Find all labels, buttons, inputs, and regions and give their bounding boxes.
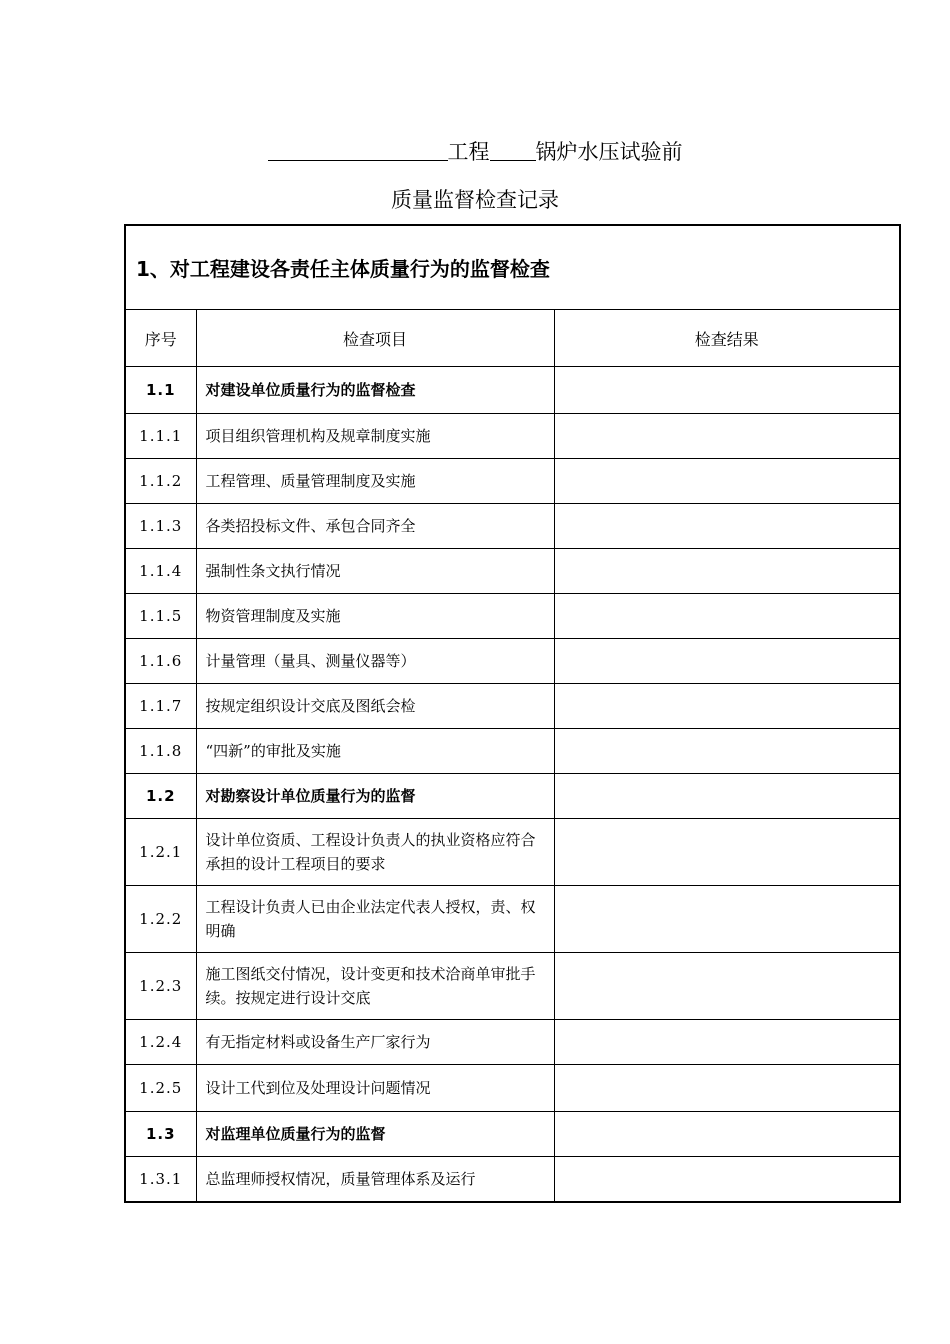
row-number: 1.1.6 [125,639,196,684]
table-row [125,1112,900,1157]
column-header-item: 检查项目 [196,310,554,367]
row-item: 有无指定材料或设备生产厂家行为 [196,1020,554,1065]
row-result[interactable] [554,1157,900,1203]
table-row [125,549,900,594]
table-row [125,367,900,414]
row-item: 对勘察设计单位质量行为的监督 [196,774,554,819]
row-result[interactable] [554,729,900,774]
row-result[interactable] [554,639,900,684]
document-subtitle: 质量监督检查记录 [391,188,559,212]
row-number: 1.3 [125,1112,196,1157]
row-number: 1.1.4 [125,549,196,594]
inspection-table [124,224,901,1203]
row-item: 工程管理、质量管理制度及实施 [196,459,554,504]
table-row [125,1157,900,1203]
unit-number-blank [490,138,536,161]
column-header-number: 序号 [125,310,196,367]
row-number: 1.2.3 [125,953,196,1020]
document-title [0,138,950,166]
row-item: 工程设计负责人已由企业法定代表人授权，责、权明确 [196,886,554,953]
table-row [125,729,900,774]
row-number: 1.2.5 [125,1065,196,1112]
row-number: 1.3.1 [125,1157,196,1203]
row-result[interactable] [554,504,900,549]
row-number: 1.2 [125,774,196,819]
row-number: 1.1.8 [125,729,196,774]
row-item: 施工图纸交付情况，设计变更和技术洽商单审批手续。按规定进行设计交底 [196,953,554,1020]
row-number: 1.2.4 [125,1020,196,1065]
table-row [125,504,900,549]
row-item: “四新”的审批及实施 [196,729,554,774]
row-result[interactable] [554,414,900,459]
table-row [125,953,900,1020]
row-item: 计量管理（量具、测量仪器等） [196,639,554,684]
row-item: 设计工代到位及处理设计问题情况 [196,1065,554,1112]
title-part2: 锅炉水压试验前 [535,140,683,164]
table-row [125,684,900,729]
section-title: 1、对工程建设各责任主体质量行为的监督检查 [125,225,900,310]
table-row [125,639,900,684]
row-number: 1.2.1 [125,819,196,886]
row-result[interactable] [554,819,900,886]
row-result[interactable] [554,1065,900,1112]
title-part1: 工程 [447,140,490,164]
table-row [125,459,900,504]
row-item: 按规定组织设计交底及图纸会检 [196,684,554,729]
table-row [125,1020,900,1065]
row-result[interactable] [554,886,900,953]
row-result[interactable] [554,684,900,729]
row-number: 1.1.1 [125,414,196,459]
row-item: 对监理单位质量行为的监督 [196,1112,554,1157]
table-row [125,594,900,639]
row-result[interactable] [554,367,900,414]
row-item: 对建设单位质量行为的监督检查 [196,367,554,414]
row-number: 1.1 [125,367,196,414]
row-item: 强制性条文执行情况 [196,549,554,594]
row-item: 物资管理制度及实施 [196,594,554,639]
header-row [125,310,900,367]
row-result[interactable] [554,549,900,594]
column-header-result: 检查结果 [554,310,900,367]
row-item: 总监理师授权情况，质量管理体系及运行 [196,1157,554,1203]
row-number: 1.1.3 [125,504,196,549]
row-result[interactable] [554,953,900,1020]
table-row [125,414,900,459]
row-number: 1.2.2 [125,886,196,953]
row-number: 1.1.7 [125,684,196,729]
row-result[interactable] [554,1020,900,1065]
row-result[interactable] [554,774,900,819]
row-item: 项目组织管理机构及规章制度实施 [196,414,554,459]
row-number: 1.1.5 [125,594,196,639]
table-row [125,774,900,819]
project-name-blank [268,138,448,161]
row-item: 各类招投标文件、承包合同齐全 [196,504,554,549]
section-row [125,225,900,310]
row-result[interactable] [554,1112,900,1157]
table-row [125,886,900,953]
table-row [125,1065,900,1112]
table-row [125,819,900,886]
row-number: 1.1.2 [125,459,196,504]
row-result[interactable] [554,459,900,504]
row-result[interactable] [554,594,900,639]
row-item: 设计单位资质、工程设计负责人的执业资格应符合承担的设计工程项目的要求 [196,819,554,886]
